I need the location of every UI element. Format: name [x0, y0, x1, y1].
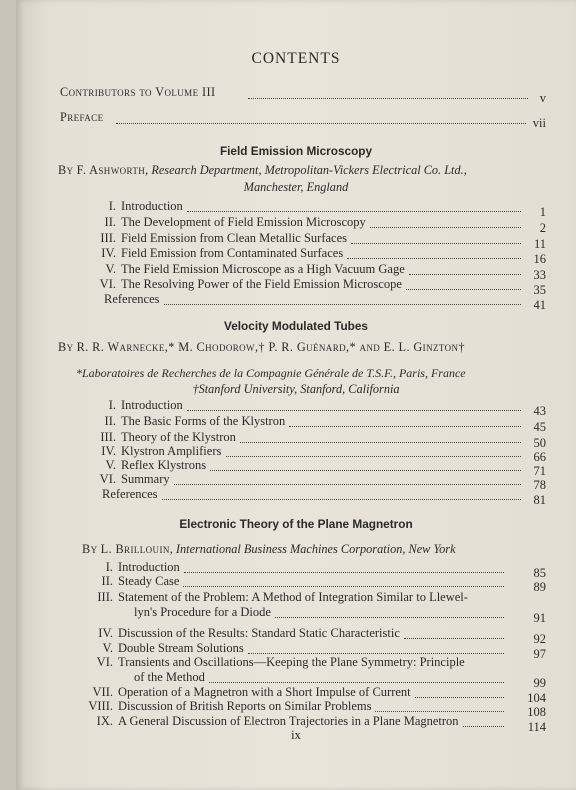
entry-number: II. — [104, 414, 116, 428]
entry-number: III. — [100, 231, 116, 245]
section-heading: Velocity Modulated Tubes — [224, 319, 368, 333]
entry-title: Introduction — [118, 560, 180, 574]
dot-leader — [404, 638, 504, 639]
dot-leader — [248, 653, 504, 654]
dot-leader — [226, 456, 521, 457]
entry-number: IV. — [98, 626, 113, 640]
entry-page: 91 — [533, 611, 546, 625]
section-byline: By F. Ashworth, Research Department, Metropolitan-Vickers Electrical Co. Ltd., — [58, 163, 467, 177]
dot-leader — [240, 442, 521, 443]
dot-leader — [248, 98, 528, 99]
entry-title: Introduction — [121, 398, 183, 412]
entry-title: The Basic Forms of the Klystron — [121, 414, 286, 428]
dot-leader — [116, 123, 526, 124]
front-matter-page: vii — [532, 116, 546, 130]
entry-number: I. — [108, 199, 116, 213]
dot-leader — [187, 410, 521, 411]
entry-title: Reflex Klystrons — [121, 458, 207, 472]
dot-leader — [184, 572, 504, 573]
section-heading: Field Emission Microscopy — [219, 144, 373, 158]
entry-page: 92 — [533, 632, 546, 646]
entry-number: VI. — [99, 472, 116, 486]
entry-number: IX. — [96, 714, 113, 728]
entry-title: The Resolving Power of the Field Emission Microscope — [121, 277, 402, 291]
entry-title-continued: lyn's Procedure for a Diode — [134, 605, 271, 619]
entry-page: 78 — [533, 478, 546, 492]
front-matter-page: v — [539, 91, 546, 105]
entry-title: Introduction — [121, 199, 183, 213]
entry-title: References — [102, 487, 158, 501]
entry-page: 1 — [539, 205, 546, 219]
entry-title-continued: of the Method — [134, 670, 205, 684]
entry-title: Summary — [121, 472, 170, 486]
dot-leader — [375, 711, 504, 712]
front-matter-label: Contributors to Volume III — [60, 85, 216, 99]
page-title: CONTENTS — [251, 50, 341, 67]
entry-number: I. — [108, 398, 116, 412]
entry-page: 43 — [533, 404, 546, 418]
book-page — [16, 0, 576, 790]
dot-leader — [347, 258, 521, 259]
entry-number: VIII. — [88, 699, 113, 713]
front-matter-label: Preface — [60, 110, 104, 124]
entry-title: References — [104, 292, 160, 306]
entry-page: 99 — [533, 676, 546, 690]
entry-page: 41 — [533, 298, 546, 312]
entry-title: Klystron Amplifiers — [121, 444, 222, 458]
entry-page: 108 — [527, 705, 546, 719]
entry-number: III. — [97, 590, 113, 604]
dot-leader — [187, 211, 521, 212]
entry-title: Transients and Oscillations—Keeping the Plane Symmetry: Principle — [118, 655, 465, 669]
entry-title: Field Emission from Clean Metallic Surfaces — [121, 231, 347, 245]
entry-title: Discussion of British Reports on Similar Problems — [118, 699, 372, 713]
dot-leader — [174, 484, 521, 485]
dot-leader — [289, 426, 521, 427]
entry-page: 85 — [533, 566, 546, 580]
entry-page: 71 — [533, 464, 546, 478]
entry-number: V. — [105, 458, 116, 472]
entry-number: VII. — [92, 685, 113, 699]
entry-title: Field Emission from Contaminated Surfaces — [121, 246, 344, 260]
entry-number: V. — [102, 641, 113, 655]
section-byline: By L. Brillouin, International Business Machines Corporation, New York — [82, 542, 456, 556]
entry-page: 50 — [533, 436, 546, 450]
section-affiliation: †Stanford University, Stanford, California — [192, 382, 400, 396]
entry-title: Discussion of the Results: Standard Static Characteristic — [118, 626, 400, 640]
entry-page: 114 — [527, 720, 546, 734]
section-byline: By R. R. Warnecke,* M. Chodorow,† P. R. Guénard,* and E. L. Ginzton† — [58, 340, 465, 354]
entry-title: A General Discussion of Electron Trajectories in a Plane Magnetron — [118, 714, 459, 728]
entry-number: IV. — [101, 444, 116, 458]
entry-page: 11 — [533, 237, 546, 251]
entry-title: The Development of Field Emission Microscopy — [121, 215, 366, 229]
entry-page: 45 — [533, 420, 546, 434]
entry-number: I. — [105, 560, 113, 574]
entry-page: 89 — [533, 580, 546, 594]
dot-leader — [162, 499, 521, 500]
entry-number: IV. — [101, 246, 116, 260]
entry-number: V. — [105, 262, 116, 276]
dot-leader — [210, 470, 521, 471]
entry-number: II. — [104, 215, 116, 229]
entry-title: Statement of the Problem: A Method of Integration Similar to Llewel- — [118, 590, 468, 604]
entry-page: 16 — [533, 252, 546, 266]
section-affiliation: Manchester, England — [243, 180, 349, 194]
entry-number: II. — [101, 574, 113, 588]
entry-page: 81 — [533, 493, 546, 507]
entry-page: 66 — [533, 450, 546, 464]
entry-title: Operation of a Magnetron with a Short Impulse of Current — [118, 685, 411, 699]
section-heading: Electronic Theory of the Plane Magnetron — [179, 517, 413, 531]
dot-leader — [164, 304, 521, 305]
entry-page: 35 — [533, 283, 546, 297]
dot-leader — [183, 586, 504, 587]
dot-leader — [415, 697, 504, 698]
entry-number: III. — [100, 430, 116, 444]
entry-number: VI. — [96, 655, 113, 669]
page-number: ix — [291, 728, 301, 742]
entry-title: Theory of the Klystron — [121, 430, 236, 444]
dot-leader — [209, 682, 504, 683]
entry-title: The Field Emission Microscope as a High Vacuum Gage — [121, 262, 405, 276]
entry-title: Double Stream Solutions — [118, 641, 244, 655]
entry-title: Steady Case — [118, 574, 180, 588]
entry-number: VI. — [99, 277, 116, 291]
dot-leader — [275, 617, 504, 618]
entry-page: 2 — [539, 221, 546, 235]
entry-page: 97 — [533, 647, 546, 661]
section-affiliation: *Laboratoires de Recherches de la Compagnie Générale de T.S.F., Paris, France — [76, 366, 466, 380]
entry-page: 33 — [533, 268, 546, 282]
entry-page: 104 — [527, 691, 546, 705]
